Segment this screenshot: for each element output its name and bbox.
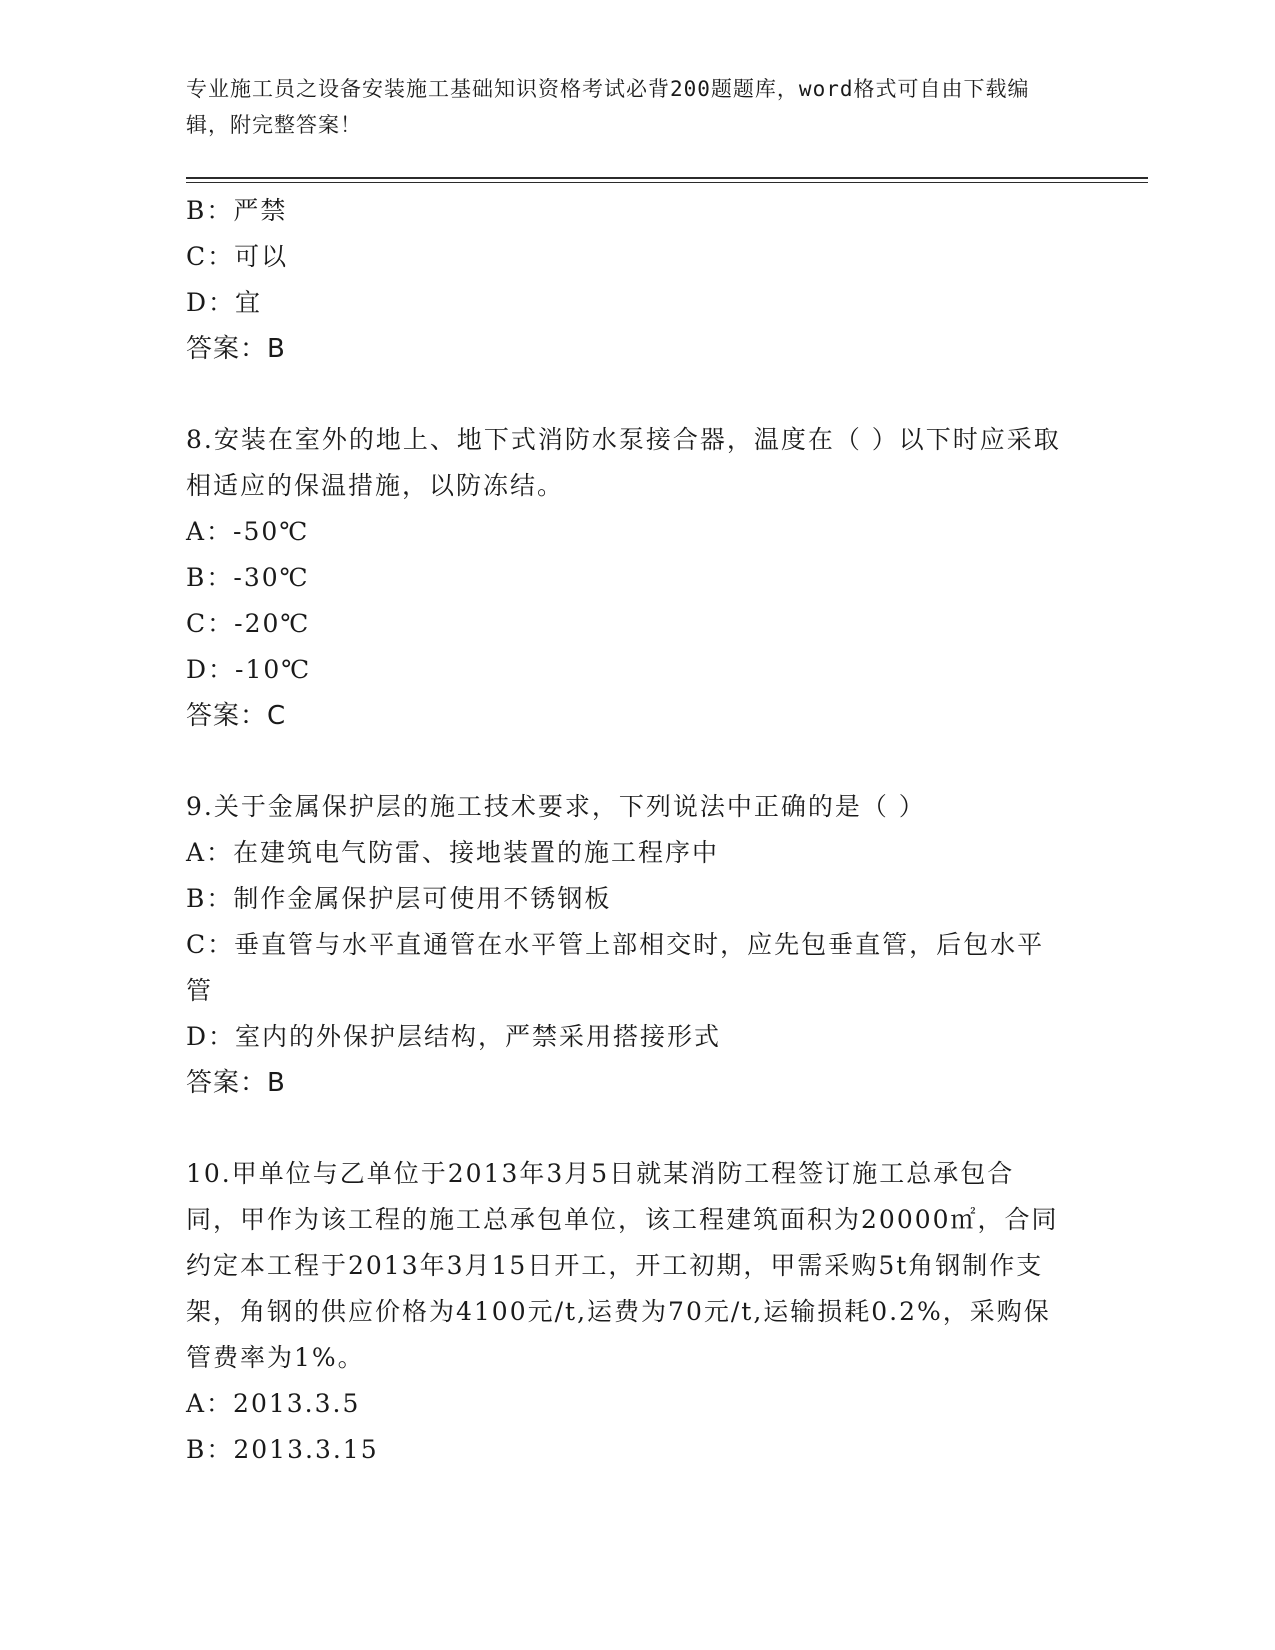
question-9-text: 9.关于金属保护层的施工技术要求，下列说法中正确的是（ ） [186,792,926,821]
question-spacer [186,372,1066,417]
option-b: B：严禁 [186,196,288,225]
question-8-option-c: C：-20℃ [186,609,311,638]
question-8-option-a: A：-50℃ [186,517,310,546]
document-header: 专业施工员之设备安装施工基础知识资格考试必背200题题库，word格式可自由下载编辑，附完整答案！ [186,77,1030,137]
question-10-text: 10.甲单位与乙单位于2013年3月5日就某消防工程签订施工总承包合同，甲作为该工程的施工总承包单位，该工程建筑面积为20000㎡，合同约定本工程于2013年3月15日开工，开工初期，甲需采购5t角钢制作支架，角钢的供应价格为4100元/t,运费为70元/t,运输损耗0.2%，采购保管费率为1%。 [186,1159,1059,1372]
question-9-answer: 答案：B [186,1068,286,1098]
question-spacer [186,1106,1066,1151]
header-rule-thin [186,182,1148,183]
question-8-text: 8.安装在室外的地上、地下式消防水泵接合器，温度在（ ）以下时应采取相适应的保温措施，以防冻结。 [186,425,1061,500]
question-8-option-d: D：-10℃ [186,655,312,684]
option-d: D：宜 [186,288,263,317]
question-10-option-a: A：2013.3.5 [186,1389,361,1418]
question-10-option-b: B：2013.3.15 [186,1435,379,1464]
header-rule-thick [186,177,1148,179]
question-8-answer: 答案：C [186,701,287,731]
question-9-option-b: B：制作金属保护层可使用不锈钢板 [186,884,612,913]
question-content [186,188,1066,1473]
question-spacer [186,739,1066,784]
answer-line: 答案：B [186,334,286,364]
option-c: C：可以 [186,242,289,271]
question-9-option-d: D：室内的外保护层结构，严禁采用搭接形式 [186,1022,722,1051]
question-9-option-c: C：垂直管与水平直通管在水平管上部相交时，应先包垂直管，后包水平管 [186,930,1045,1005]
question-8-option-b: B：-30℃ [186,563,310,592]
question-9-option-a: A：在建筑电气防雷、接地装置的施工程序中 [186,838,720,867]
